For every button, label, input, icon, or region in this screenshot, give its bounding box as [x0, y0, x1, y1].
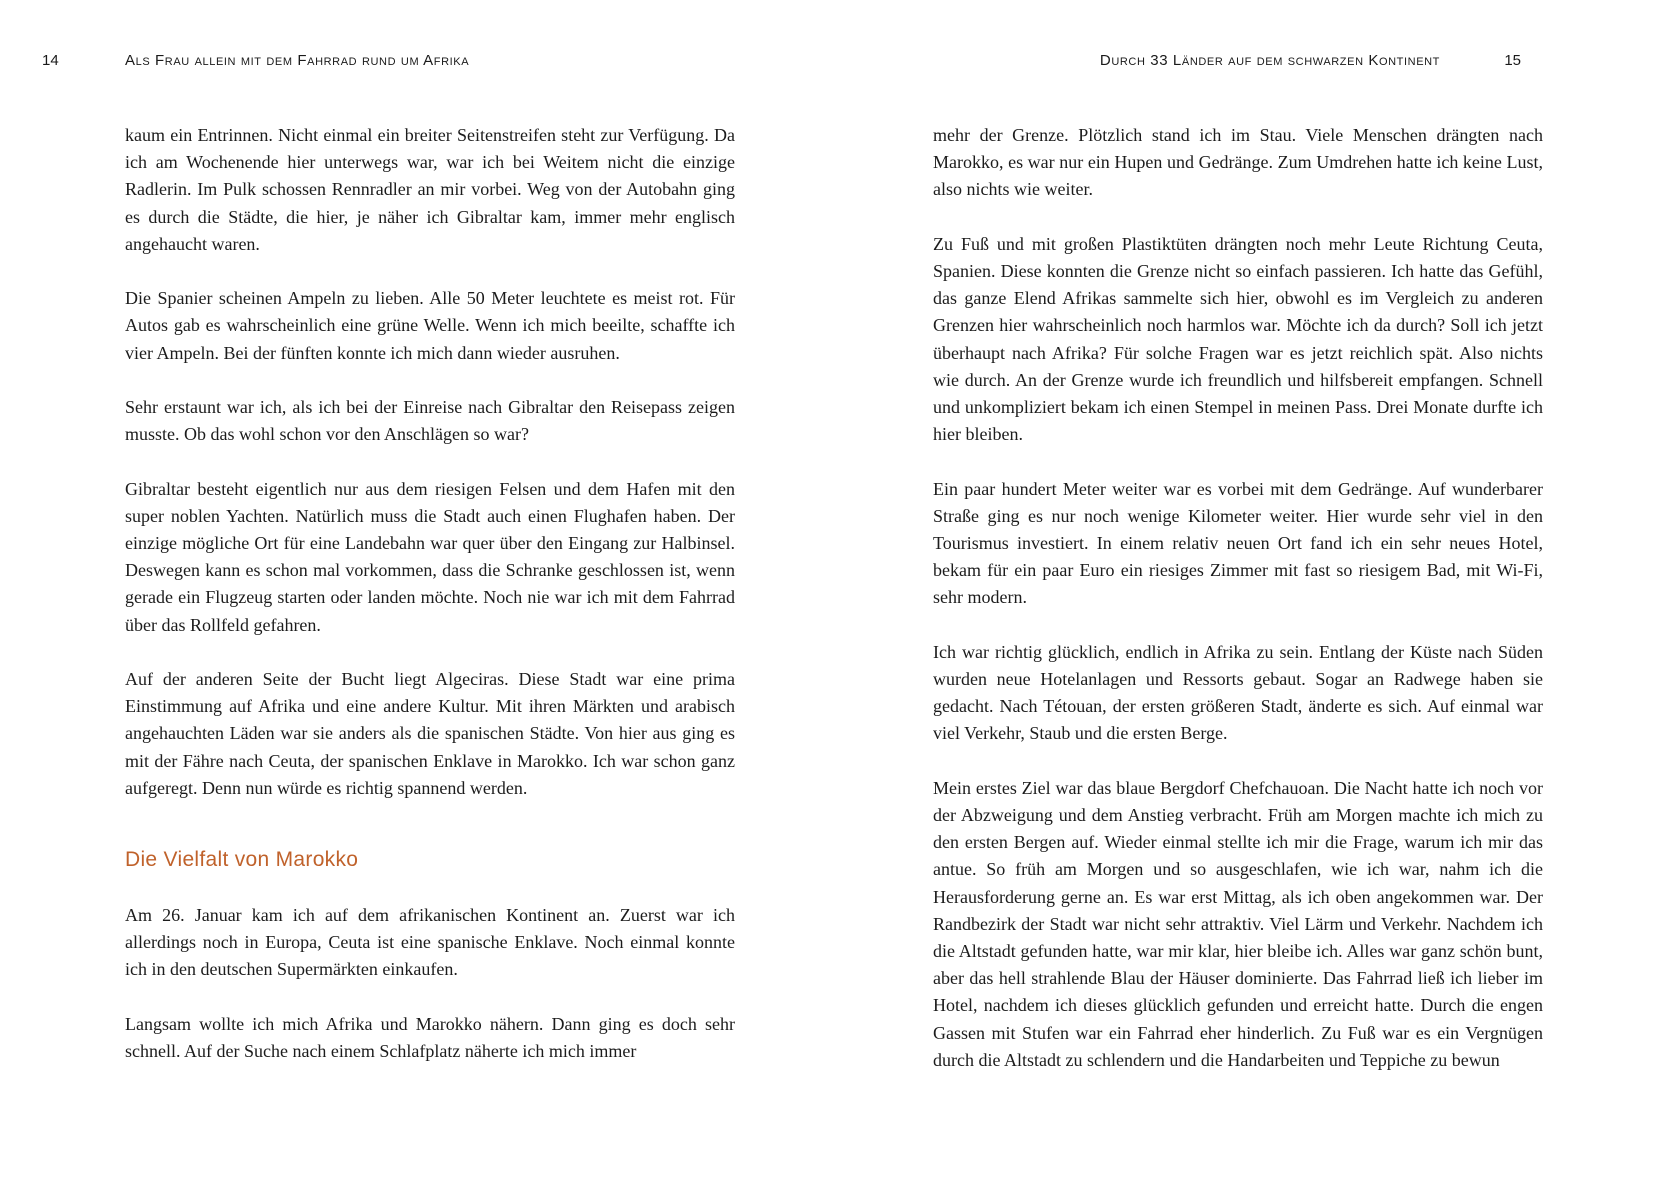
right-page — [827, 0, 1654, 1181]
paragraph: Mein erstes Ziel war das blaue Bergdorf Chefchauoan. Die Nacht hatte ich noch vor der Abzweigung und dem Anstieg verbracht. Früh am Morgen machte ich mich zu den ersten Bergen auf. Wieder einmal stellte ich mir die Frage, warum ich mir das antue. So früh am Morgen und so ausgeschlafen, wie ich war, nahm ich die Herausforderung gerne an. Es war erst Mittag, als ich oben angekommen war. Der Randbezirk der Stadt war nicht sehr attraktiv. Viel Lärm und Verkehr. Nachdem ich die Altstadt gefunden hatte, war mir klar, hier bleibe ich. Alles war ganz schön bunt, aber das hell strahlende Blau der Häuser dominierte. Das Fahrrad ließ ich lieber im Hotel, nachdem ich dieses glücklich gefunden und erreicht hatte. Durch die engen Gassen mit Stufen war ein Fahrrad eher hinderlich. Zu Fuß war es ein Vergnügen durch die Altstadt zu schlendern und die Handarbeiten und Teppiche zu bewun — [933, 777, 1543, 1070]
paragraph: Gibraltar besteht eigentlich nur aus dem riesigen Felsen und dem Hafen mit den super noblen Yachten. Natürlich muss die Stadt auch einen Flughafen haben. Der einzige mögliche Ort für eine Landebahn war quer über den Eingang zur Halbinsel. Deswegen kann es schon mal vorkommen, dass die Schranke geschlossen ist, wenn gerade ein Flugzeug starten oder landen möchte. Noch nie war ich mit dem Fahrrad über das Rollfeld gefahren. — [125, 478, 735, 635]
paragraph: Die Spanier scheinen Ampeln zu lieben. Alle 50 Meter leuchtete es meist rot. Für Autos gab es wahrscheinlich eine grüne Welle. Wenn ich mich beeilte, schaffte ich vier Ampeln. Bei der fünften konnte ich mich dann wieder ausruhen. — [125, 288, 735, 363]
paragraph: Auf der anderen Seite der Bucht liegt Algeciras. Diese Stadt war eine prima Einstimmung auf Afrika und eine andere Kultur. Mit ihren Märkten und arabisch angehauchten Läden war sie anders als die spanischen Städte. Von hier aus ging es mit der Fähre nach Ceuta, der spanischen Enklave in Marokko. Ich war schon ganz aufgeregt. Denn nun würde es richtig spannend werden. — [125, 669, 735, 798]
paragraph: Am 26. Januar kam ich auf dem afrikanischen Kontinent an. Zuerst war ich allerdings noch in Europa, Ceuta ist eine spanische Enklave. Noch einmal konnte ich in den deutschen Supermärkten einkaufen. — [125, 905, 735, 980]
body-text-left — [125, 122, 735, 1065]
section-heading: Die Vielfalt von Marokko — [125, 848, 359, 872]
page-number-right: 15 — [1504, 52, 1521, 69]
paragraph: Langsam wollte ich mich Afrika und Marokko nähern. Dann ging es doch sehr schnell. Auf der Suche nach einem Schlafplatz näherte ich mich immer — [125, 1013, 735, 1062]
page-number-left: 14 — [42, 52, 59, 69]
paragraph: mehr der Grenze. Plötzlich stand ich im Stau. Viele Menschen drängten nach Marokko, es war nur ein Hupen und Gedränge. Zum Umdrehen hatte ich keine Lust, also nichts wie weiter. — [933, 125, 1543, 200]
body-text-right — [933, 122, 1543, 1074]
paragraph: Ein paar hundert Meter weiter war es vorbei mit dem Gedränge. Auf wunderbarer Straße ging es nur noch wenige Kilometer weiter. Hier wurde sehr viel in den Tourismus investiert. In einem relativ neuen Ort fand ich ein sehr neues Hotel, bekam für ein paar Euro ein riesiges Zimmer mit fast so riesigem Bad, mit Wi-Fi, sehr modern. — [933, 478, 1543, 608]
paragraph: Zu Fuß und mit großen Plastiktüten drängten noch mehr Leute Richtung Ceuta, Spanien. Diese konnten die Grenze nicht so einfach passieren. Ich hatte das Gefühl, das ganze Elend Afrikas sammelte sich hier, obwohl es im Vergleich zu anderen Grenzen hier wahrscheinlich noch harmlos war. Möchte ich da durch? Soll ich jetzt überhaupt nach Afrika? Für solche Fragen war es jetzt reichlich spät. Also nichts wie durch. An der Grenze wurde ich freundlich und hilfsbereit empfangen. Schnell und unkompliziert bekam ich einen Stempel in meinen Pass. Drei Monate durfte ich hier bleiben. — [933, 233, 1543, 445]
running-head-right: Durch 33 Länder auf dem schwarzen Kontinent — [1099, 52, 1440, 69]
paragraph: Sehr erstaunt war ich, als ich bei der Einreise nach Gibraltar den Reisepass zeigen musste. Ob das wohl schon vor den Anschlägen so war? — [125, 397, 735, 445]
paragraph: Ich war richtig glücklich, endlich in Afrika zu sein. Entlang der Küste nach Süden wurden neue Hotelanlagen und Ressorts gebaut. Sogar an Radwege haben sie gedacht. Nach Tétouan, der ersten größeren Stadt, änderte es sich. Auf einmal war viel Verkehr, Staub und die ersten Berge. — [933, 641, 1543, 744]
running-head-left: Als Frau allein mit dem Fahrrad rund um Afrika — [125, 52, 470, 69]
paragraph: kaum ein Entrinnen. Nicht einmal ein breiter Seitenstreifen steht zur Verfügung. Da ich am Wochenende hier unterwegs war, war ich bei Weitem nicht die einzige Radlerin. Im Pulk schossen Rennradler an mir vorbei. Weg von der Autobahn ging es durch die Städte, die hier, je näher ich Gibraltar kam, immer mehr englisch angehaucht waren. — [125, 125, 735, 254]
